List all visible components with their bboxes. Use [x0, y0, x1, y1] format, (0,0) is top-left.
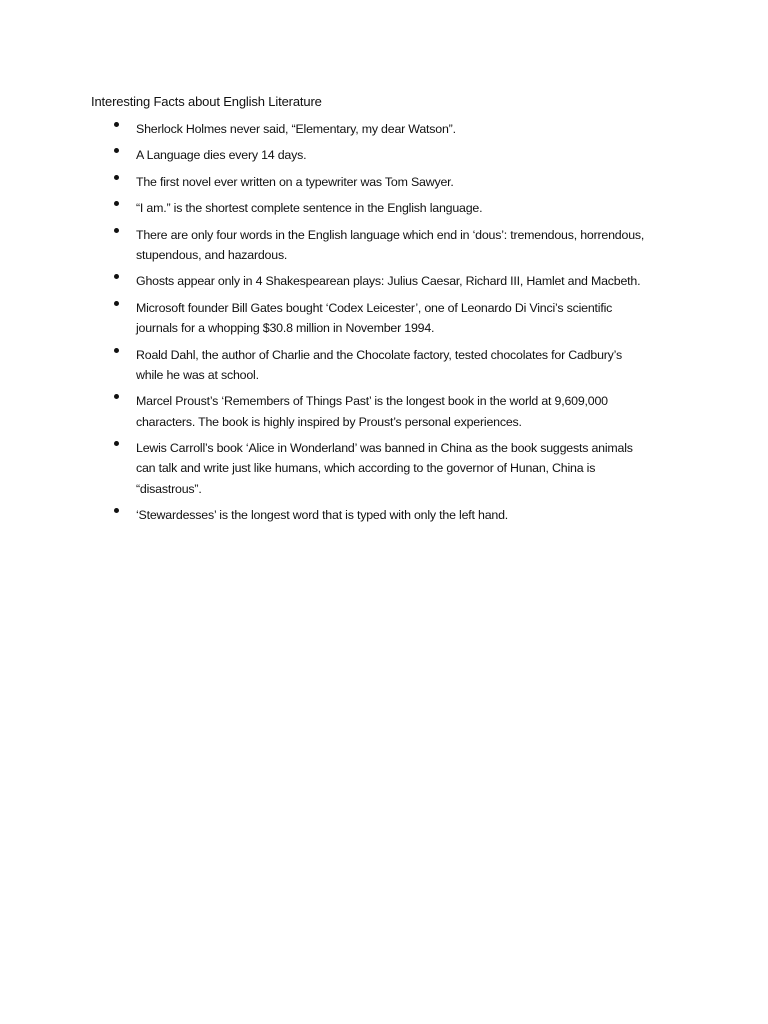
fact-line: Lewis Carroll’s book ‘Alice in Wonderland’ was banned in China as the book suggests animals — [136, 441, 633, 456]
fact-line: while he was at school. — [136, 367, 259, 382]
list-item-content — [0, 342, 768, 389]
list-item-content — [0, 142, 768, 168]
fact-text — [136, 502, 696, 528]
fact-line: ‘Stewardesses’ is the longest word that is typed with only the left hand. — [136, 508, 509, 523]
fact-line: Roald Dahl, the author of Charlie and the Chocolate factory, tested chocolates for Cadbury’s — [136, 347, 623, 362]
fact-text — [136, 435, 696, 502]
fact-text — [136, 222, 696, 269]
list-item-content — [0, 195, 768, 221]
fact-list — [0, 121, 768, 534]
fact-line: The first novel ever written on a typewriter was Tom Sawyer. — [136, 174, 454, 189]
fact-line: Sherlock Holmes never said, “Elementary, my dear Watson”. — [136, 122, 456, 136]
fact-line: Microsoft founder Bill Gates bought ‘Codex Leicester’, one of Leonardo Di Vinci’s scientific — [136, 300, 613, 315]
fact-text — [136, 195, 696, 221]
list-item-content — [0, 388, 768, 435]
bullet-icon — [114, 148, 119, 153]
list-item — [0, 347, 768, 394]
bullet-icon — [114, 348, 119, 353]
fact-line: journals for a whopping $30.8 million in November 1994. — [136, 321, 435, 336]
list-item — [0, 507, 768, 533]
list-item — [0, 300, 768, 347]
fact-line: “disastrous”. — [136, 481, 202, 496]
list-item-content — [0, 116, 768, 142]
fact-line: “I am.” is the shortest complete sentence in the English language. — [136, 201, 483, 216]
list-item-content — [0, 295, 768, 342]
fact-line: characters. The book is highly inspired by Proust’s personal experiences. — [136, 414, 522, 429]
fact-line: A Language dies every 14 days. — [136, 148, 307, 163]
fact-text — [136, 342, 696, 389]
fact-line: Ghosts appear only in 4 Shakespearean plays: Julius Caesar, Richard III, Hamlet and Macbeth. — [136, 274, 641, 289]
bullet-icon — [114, 274, 119, 279]
list-item-content — [0, 435, 768, 502]
bullet-icon — [114, 394, 119, 399]
list-item-content — [0, 502, 768, 528]
list-item — [0, 440, 768, 507]
fact-line: can talk and write just like humans, which according to the governor of Hunan, China is — [136, 461, 596, 476]
list-item — [0, 393, 768, 440]
bullet-icon — [114, 441, 119, 446]
fact-line: stupendous, and hazardous. — [136, 247, 288, 262]
fact-text — [136, 295, 696, 342]
fact-text — [136, 142, 696, 168]
fact-line: Marcel Proust’s ‘Remembers of Things Past’ is the longest book in the world at 9,609,000 — [136, 394, 608, 409]
fact-text — [136, 169, 696, 195]
list-item-content — [0, 268, 768, 294]
fact-line: There are only four words in the English language which end in ‘dous’: tremendous, horrendous, — [136, 227, 645, 242]
bullet-icon — [114, 122, 119, 127]
bullet-icon — [114, 508, 119, 513]
document-title: Interesting Facts about English Literature — [91, 94, 322, 109]
bullet-icon — [114, 175, 119, 180]
bullet-icon — [114, 301, 119, 306]
bullet-icon — [114, 228, 119, 233]
fact-text — [136, 116, 696, 142]
bullet-icon — [114, 201, 119, 206]
fact-text — [136, 388, 696, 435]
list-item — [0, 227, 768, 274]
list-item-content — [0, 169, 768, 195]
fact-text — [136, 268, 696, 294]
list-item-content — [0, 222, 768, 269]
